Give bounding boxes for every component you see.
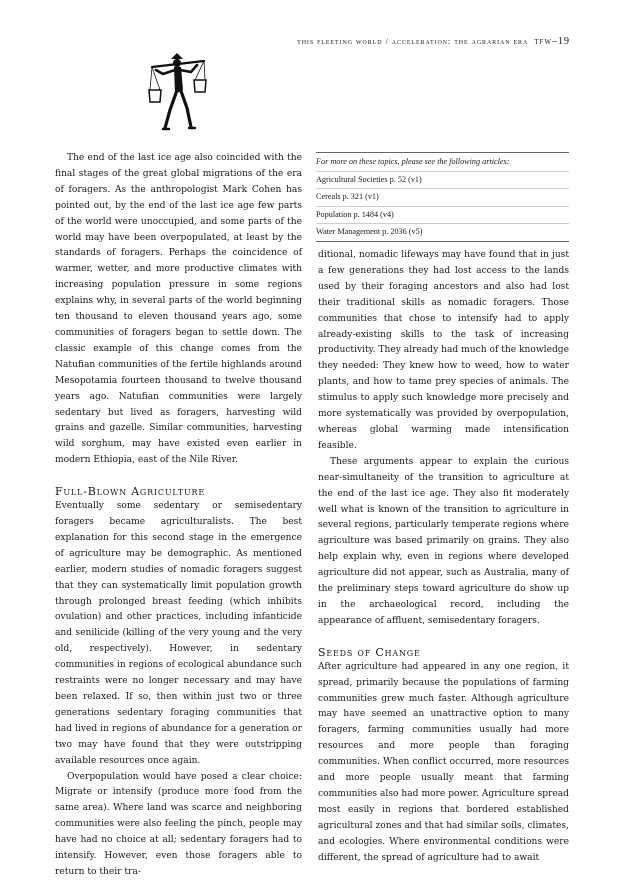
article-reference: Cereals p. 321 (v1) (316, 188, 569, 206)
running-title: this fleeting world / acceleration: the agrarian era (297, 36, 529, 46)
page-number: tfw–19 (534, 36, 570, 47)
paragraph: These arguments appear to explain the curious near-simultaneity of the transition to agriculture at the end of the last ice age. They also fit moderately well what is known of the transition to agriculture in several regions, particularly temperate regions where agriculture was based primarily on grains. They also help explain why, even in regions where developed agriculture did not appear, such as Australia, many of the preliminary steps toward agriculture do show up in the archaeological record, including the appearance of affluent, semisedentary foragers. (318, 456, 569, 626)
paragraph: Overpopulation would have posed a clear choice: Migrate or intensify (produce more food from the same area). Where land was scarce and neighboring communities were also feeling the pinch, people may have had no choice at all; sedentary foragers had to intensify. However, even those foragers able to return to their tra- (55, 771, 302, 877)
farmer-carrying-buckets-icon (147, 50, 207, 132)
right-column (318, 248, 569, 867)
article-reference: Water Management p. 2036 (v5) (316, 223, 569, 241)
left-column (55, 151, 302, 881)
section-heading: Seeds of Change (318, 645, 421, 659)
paragraph: The end of the last ice age also coincided with the final stages of the great global migrations of the era of foragers. As the anthropologist Mark Cohen has pointed out, by the end of the last ice age few parts of the world were unoccupied, and some parts of the world may have been overpopulated, at least by the standards of foragers. Perhaps the coincidence of warmer, wetter, and more productive climates with increasing population pressure in some regions explains why, in several parts of the world beginning ten thousand to eleven thousand years ago, some communities of foragers began to settle down. The classic example of this change comes from the Natufian communities of the fertile highlands around Mesopotamia fourteen thousand to twelve thousand years ago. Natufian communities were largely sedentary but lived as foragers, harvesting wild grains and gazelle. Similar communities, harvesting wild sorghum, may have existed even earlier in modern Ethiopia, east of the Nile River. (55, 153, 302, 466)
article-reference: Population p. 1484 (v4) (316, 206, 569, 224)
paragraph: ditional, nomadic lifeways may have found that in just a few generations they had lost access to the lands used by their foraging ancestors and also had lost their traditional skills as nomadic foragers. Those communities that chose to intensify had to apply already-existing skills to the task of increasing productivity. They already had much of the knowledge they needed: They knew how to weed, how to water plants, and how to tame prey species of animals. The stimulus to apply such knowledge more precisely and more systematically was provided by overpopulation, whereas global warming made intensification feasible. (318, 250, 569, 451)
related-articles-box (316, 152, 569, 242)
section-heading: Full-Blown Agriculture (55, 485, 205, 499)
article-reference: Agricultural Societies p. 52 (v1) (316, 171, 569, 189)
related-articles-intro: For more on these topics, please see the following articles: (316, 157, 510, 166)
paragraph: After agriculture had appeared in any one region, it spread, primarily because the populations of farming communities grew much faster. Although agriculture may have seemed an unattractive option to many foragers, farming communities usually had more resources and more people than foraging communities. When conflict occurred, more resources and more people usually meant that farming communities also had more power. Agriculture spread most easily in regions that bordered established agricultural zones and that had similar soils, climates, and ecologies. Where environmental conditions were different, the spread of agriculture had to await (318, 661, 569, 863)
running-head (150, 36, 570, 47)
paragraph: Eventually some sedentary or semisedentary foragers became agriculturalists. The best explanation for this second stage in the emergence of agriculture may be demographic. As mentioned earlier, modern studies of nomadic foragers suggest that they can systematically limit population growth through prolonged breast feeding (which inhibits ovulation) and other practices, including infanticide and senilicide (killing of the very young and the very old, respectively). However, in sedentary communities in regions of ecological abundance such restraints were no longer necessary and may have been relaxed. If so, then within just two or three generations sedentary foraging communities that had lived in regions of abundance for a generation or two may have found that they were outstripping available resources once again. (55, 501, 302, 766)
